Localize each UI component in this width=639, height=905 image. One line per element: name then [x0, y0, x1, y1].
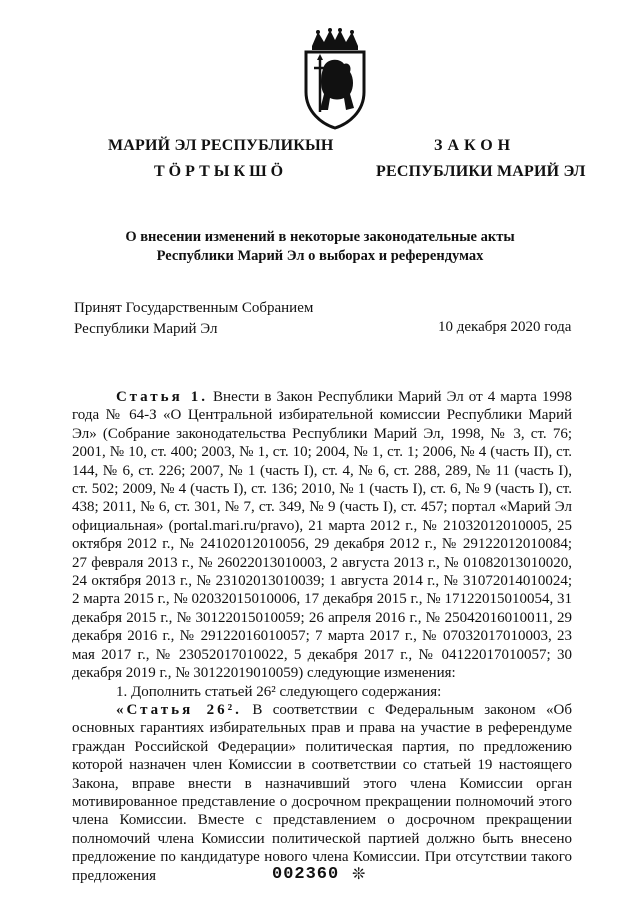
article26-label: «Статья 26². — [116, 701, 242, 718]
header-left-line1: МАРИЙ ЭЛ РЕСПУБЛИКЫН — [108, 137, 334, 154]
article26-text: В соответствии с Федеральным законом «Об основных гарантиях избирательных прав и права на участие в референдуме граждан Российской Федерации» политическая партия, по предложению которой назначен член Комиссии в соответствии со статьей 19 настоящего Закона, вправе внести в назначивший этого члена Комиссии орган мотивированное представление о досрочном прекращении полномочий этого члена Комиссии. Вместе с представлением о досрочном прекращении полномочий члена Комиссии политической партией должно быть внесено предложение по кандидатуре нового члена Комиссии. При отсутствии такого предложения — [72, 701, 572, 884]
document-number: 002360 — [272, 865, 340, 884]
article1-paragraph — [72, 388, 572, 683]
adoption-statement — [74, 298, 313, 340]
article1-text: Внести в Закон Республики Марий Эл от 4 марта 1998 года № 64-З «О Центральной избирательной комиссии Республики Марий Эл» (Собрание законодательства Республики Марий Эл, 1998, № 3, ст. 76; 2001, № 10, ст. 400; 2003, № 1, ст. 10; 2004, № 1, ст. 1; 2006, № 4 (часть II), ст. 144, № 6, ст. 226; 2007, № 1 (часть I), ст. 4, № 6, ст. 288, 289, № 11 (часть I), ст. 502; 2009, № 4 (часть I), ст. 136; 2010, № 1 (часть I), ст. 6, № 9 (часть I), ст. 438; 2011, № 6, ст. 301, № 7, ст. 349, № 9 (часть I), ст. 457; портал «Марий Эл официальная» (portal.mari.ru/pravo), 21 марта 2012 г., № 21032012010005, 25 октября 2012 г., № 24102012010056, 29 декабря 2012 г., № 29122012010084; 27 февраля 2013 г., № 26022013010003, 2 августа 2013 г., № 01082013010020, 24 октября 2013 г., № 23102013010039; 1 августа 2014 г., № 31072014010024; 2 марта 2015 г., № 02032015010006, 17 декабря 2015 г., № 17122015010054, 31 декабря 2015 г., № 30122015010059; 26 апреля 2016 г., № 25042016010011, 29 декабря 2016 г., № 29122016010057; 7 марта 2017 г., № 07032017010003, 23 мая 2017 г., № 23052017010022, 5 декабря 2017 г., № 04122017010057; 30 декабря 2019 г., № 30122019010059) следующие изменения: — [72, 389, 572, 682]
coat-of-arms-emblem — [300, 28, 370, 130]
law-body — [72, 388, 572, 885]
header-right-line2: РЕСПУБЛИКИ МАРИЙ ЭЛ — [376, 163, 586, 180]
item1-paragraph: 1. Дополнить статьей 26² следующего содержания: — [116, 683, 442, 700]
adoption-line2: Республики Марий Эл — [74, 321, 218, 337]
footer-ornament-icon: ❊ — [352, 866, 366, 883]
header-right-line1: ЗАКОН — [434, 137, 516, 154]
adoption-line1: Принят Государственным Собранием — [74, 300, 314, 316]
article1-label: Статья 1. — [116, 389, 208, 405]
law-title-line1: О внесении изменений в некоторые законодательные акты — [125, 229, 515, 245]
law-title-line2: Республики Марий Эл о выборах и референдумах — [156, 248, 484, 264]
article26-paragraph — [72, 701, 572, 885]
adoption-date: 10 декабря 2020 года — [438, 319, 572, 335]
header-left-line2: ТӦРТЫКШӦ — [154, 163, 288, 180]
